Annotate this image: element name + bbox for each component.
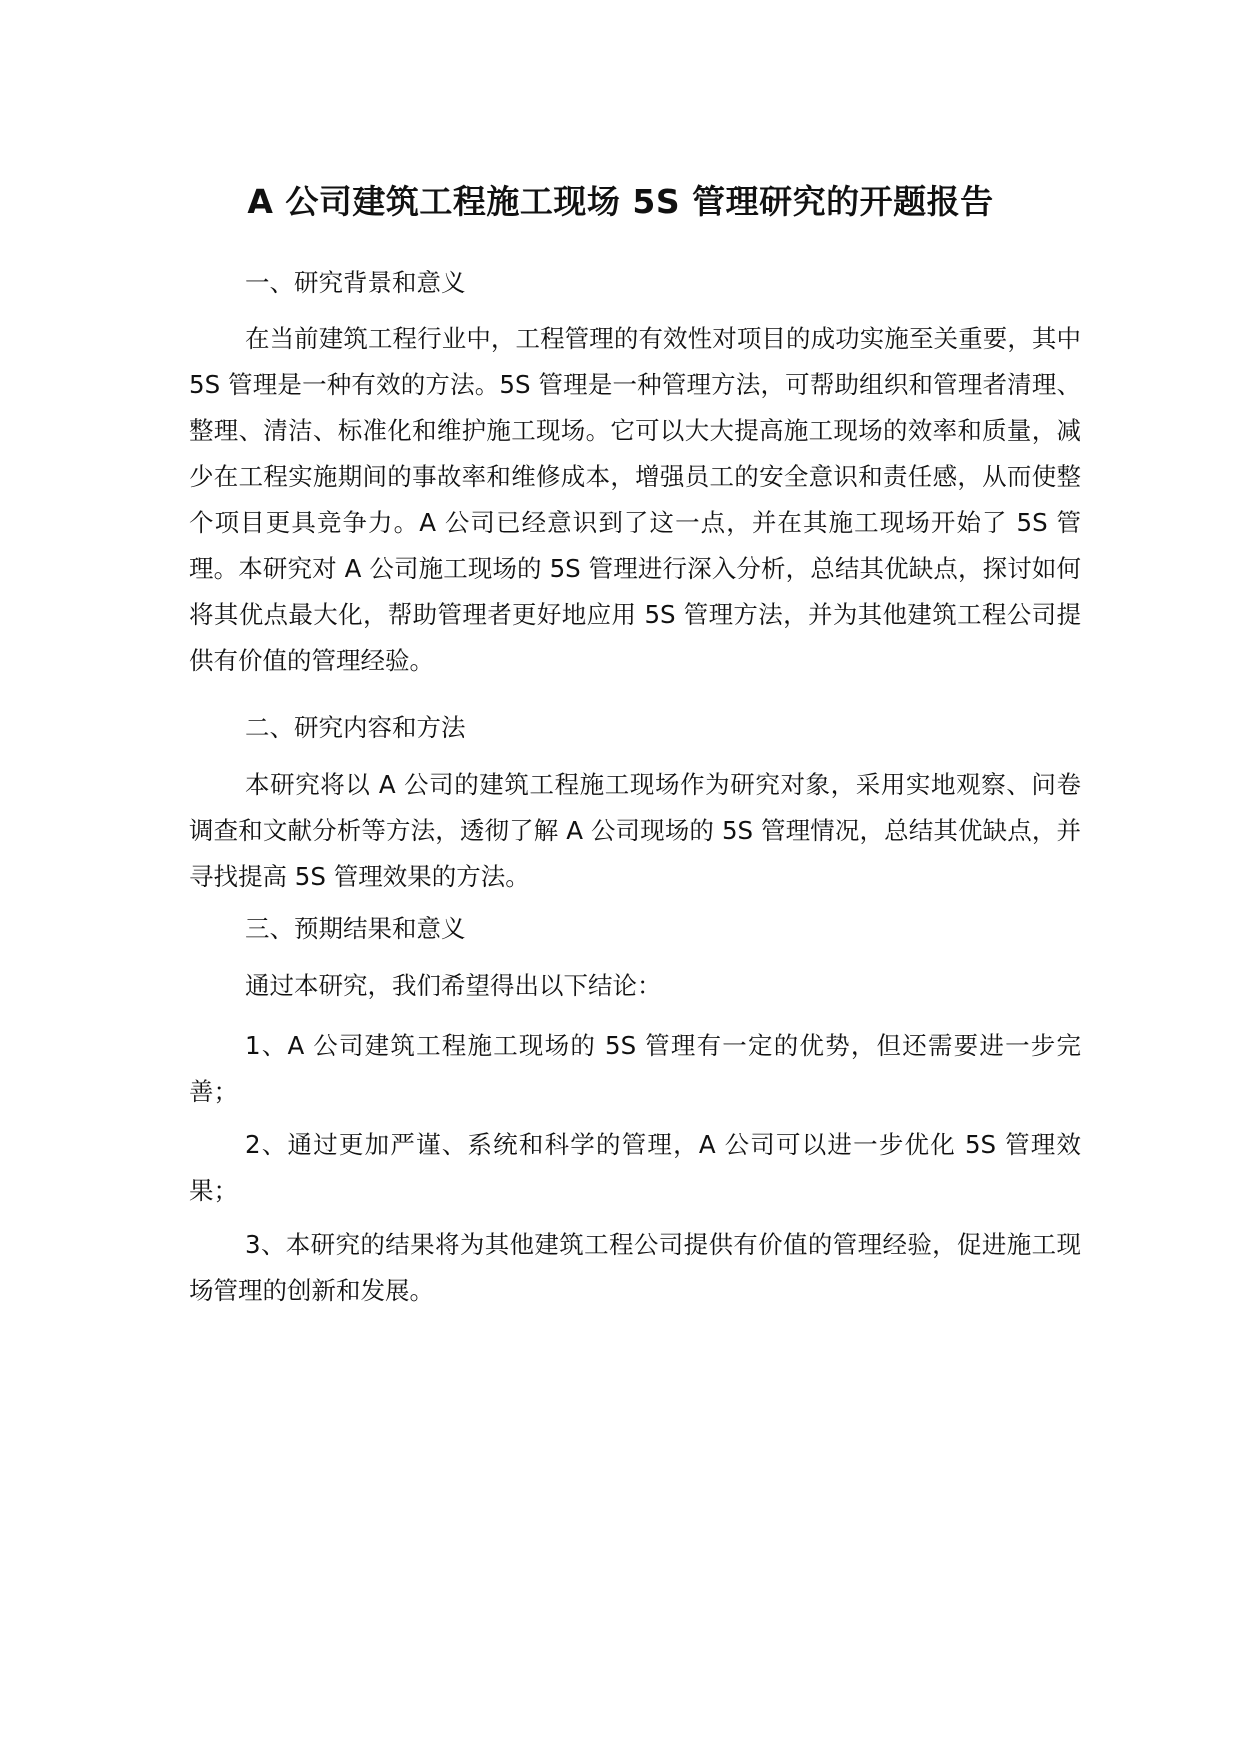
paragraph-conclusion-intro: 通过本研究，我们希望得出以下结论： (245, 971, 662, 1000)
list-item-conclusion-3: 3、本研究的结果将为其他建筑工程公司提供有价值的管理经验，促进施工现场管理的创新和发展。 (189, 1230, 1081, 1305)
list-item-conclusion-2: 2、通过更加严谨、系统和科学的管理，A 公司可以进一步优化 5S 管理效果； (189, 1130, 1081, 1205)
list-item-conclusion-1: 1、A 公司建筑工程施工现场的 5S 管理有一定的优势，但还需要进一步完善； (189, 1031, 1081, 1106)
section-heading-expected-results: 三、预期结果和意义 (245, 914, 466, 943)
section-heading-content-method: 二、研究内容和方法 (245, 713, 466, 742)
paragraph-background: 在当前建筑工程行业中，工程管理的有效性对项目的成功实施至关重要，其中 5S 管理是一种有效的方法。5S 管理是一种管理方法，可帮助组织和管理者清理、整理、清洁、标准化和维护施工现场。它可以大大提高施工现场的效率和质量，减少在工程实施期间的事故率和维修成本，增强员工的安全意识和责任感，从而使整个项目更具竞争力。A 公司已经意识到了这一点，并在其施工现场开始了 5S 管理。本研究对 A 公司施工现场的 5S 管理进行深入分析，总结其优缺点，探讨如何将其优点最大化，帮助管理者更好地应用 5S 管理方法，并为其他建筑工程公司提供有价值的管理经验。 (189, 324, 1081, 675)
section-heading-background: 一、研究背景和意义 (245, 268, 466, 297)
paragraph-content-method: 本研究将以 A 公司的建筑工程施工现场作为研究对象，采用实地观察、问卷调查和文献分析等方法，透彻了解 A 公司现场的 5S 管理情况，总结其优缺点，并寻找提高 5S 管理效果的方法。 (189, 770, 1081, 891)
document-title: A 公司建筑工程施工现场 5S 管理研究的开题报告 (247, 182, 994, 221)
